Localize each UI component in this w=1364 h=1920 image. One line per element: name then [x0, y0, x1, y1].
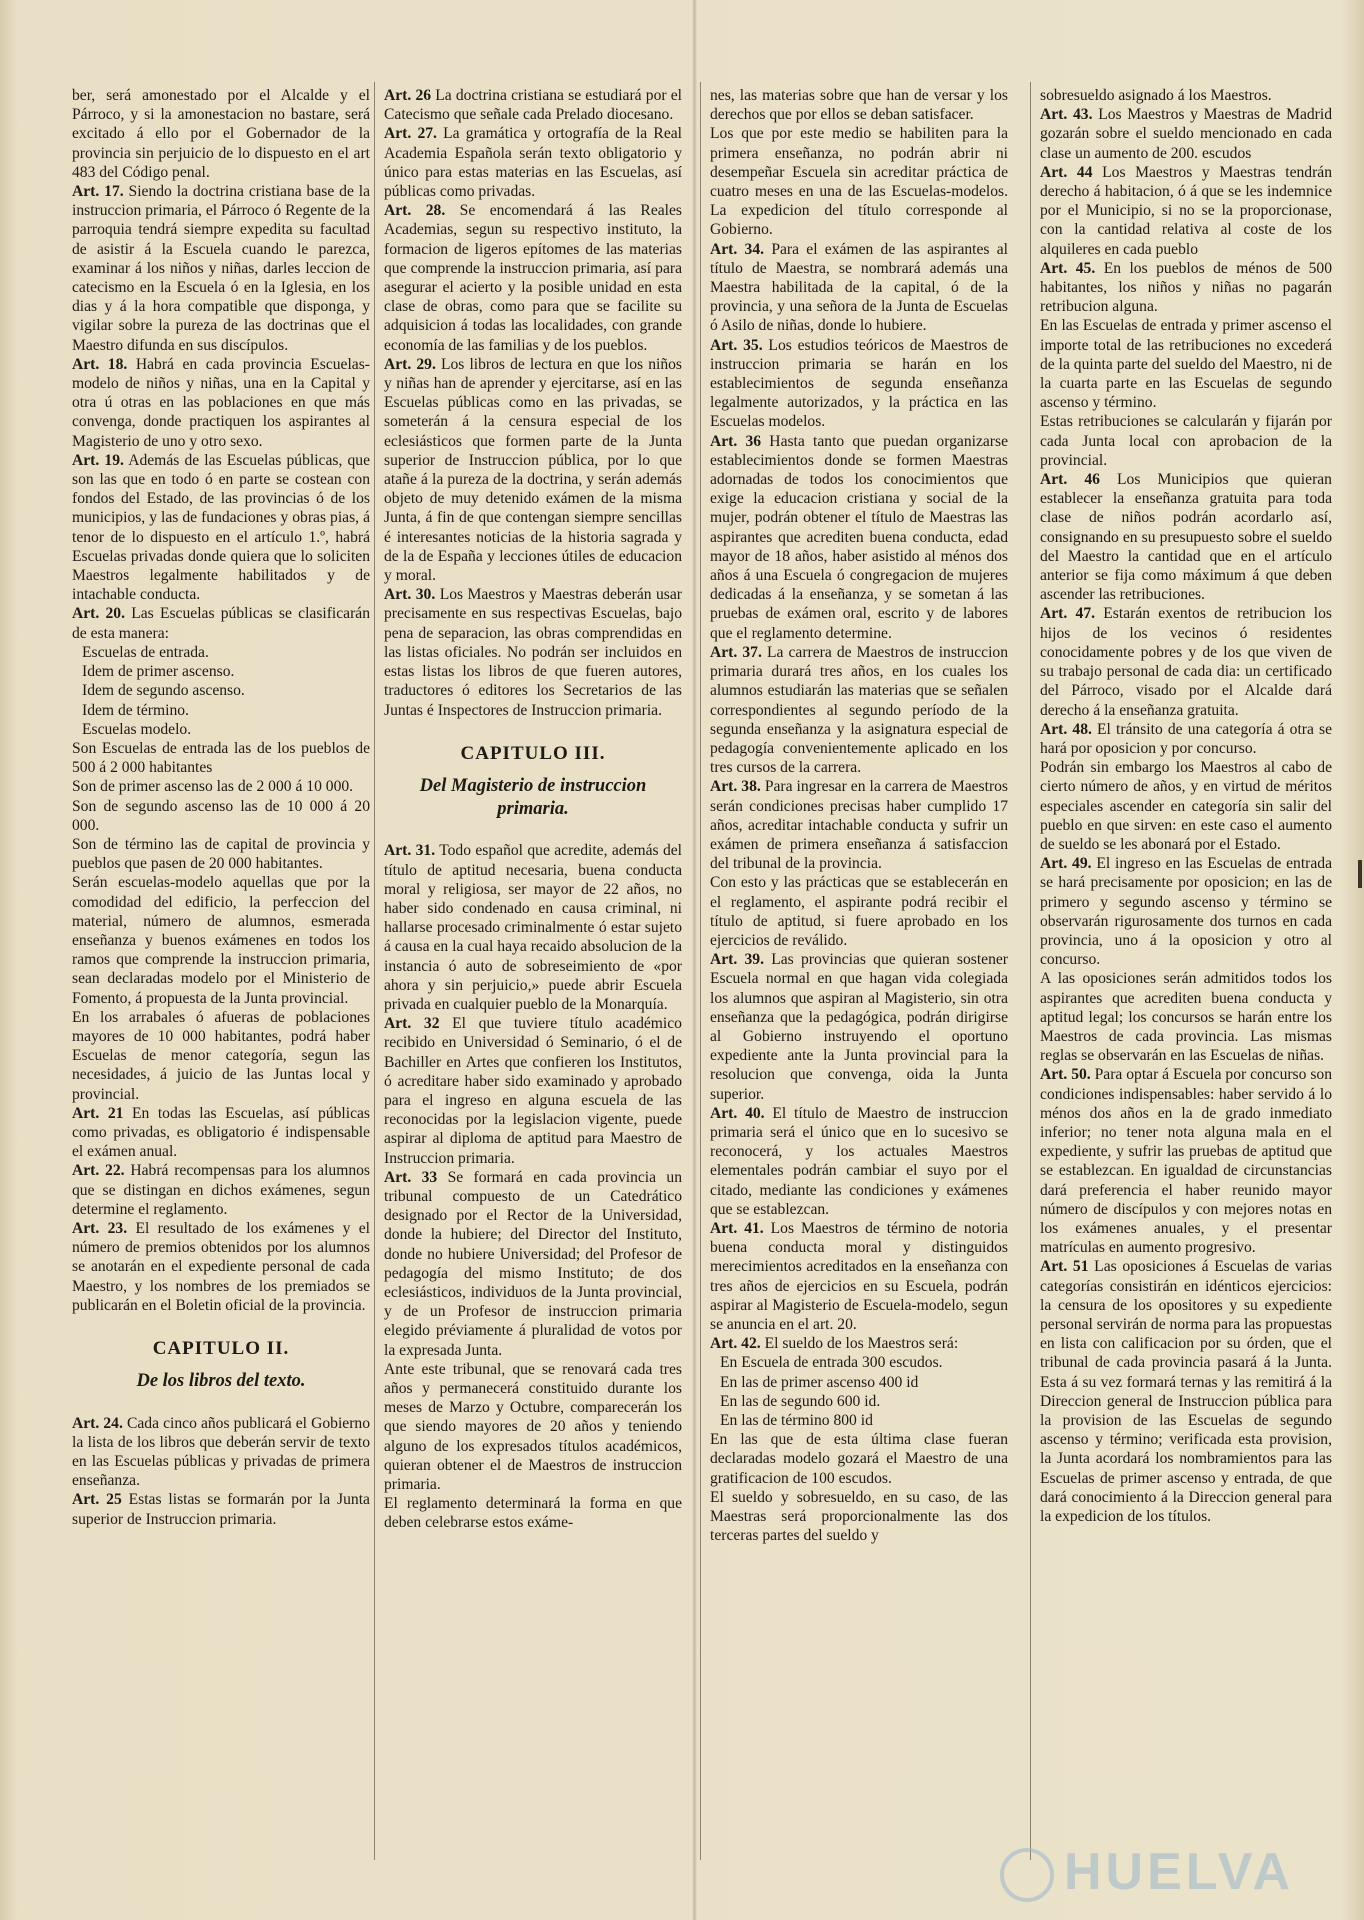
paragraph: Art. 45. En los pueblos de ménos de 500 habitantes, los niños y niñas no pagarán retribucion alguna. — [1040, 259, 1333, 316]
paragraph: Son Escuelas de entrada las de los pueblos de 500 á 2 000 habitantes — [72, 739, 370, 777]
paragraph: Art. 38. Para ingresar en la carrera de Maestros serán condiciones precisas haber cumplido 17 años, acreditar intachable conducta y sufrir un exámen de primera enseñanza á satisfaccion del tribunal de la provincia. — [710, 778, 1008, 873]
paragraph: Art. 44 Los Maestros y Maestras tendrán derecho á habitacion, ó á que se les indemnice por el Municipio, si no se la proporcionase, con la cantidad relativa al coste de los alquileres en cada pueblo — [1040, 163, 1332, 258]
paragraph: Art. 30. Los Maestros y Maestras deberán usar precisamente en sus respectivas Escuelas, bajo pena de separacion, las obras comprendidas en las listas oficiales. No podrán ser incluidos en estas listas los libros de que fueren autores, traductores ó editores los Secretarios de las Juntas é Inspectores de Instruccion primaria. — [384, 586, 682, 719]
paragraph: Art. 50. Para optar á Escuela por concurso son condiciones indispensables: haber servido á lo ménos dos años en la de grado inmediato inferior; no tener nota alguna mala en el expediente, y sufrir las pruebas de aptitud que se establezcan. En igualdad de circunstancias dará preferencia el haber reunido mayor número de discípulos y con mejores notas en los exámenes anuales, y el presentar matrículas en aumento progresivo. — [1040, 1066, 1332, 1257]
paragraph: Art. 36 Hasta tanto que puedan organizarse establecimientos donde se formen Maestras adornadas de todos los conocimientos que exige la educacion cristiana y social de la mujer, podrán obtener el título de Maestras las aspirantes que acrediten buena conducta, edad mayor de 18 años, haber asistido al ménos dos años á una Escuela ó congregacion de mujeres dedicadas á la enseñanza, y se sometan á las pruebas de exámen oral, escrito y de labores que el reglamento determine. — [710, 432, 1008, 642]
chapter-subtitle: De los libros del texto. — [136, 1371, 306, 1392]
list-item: Idem de segundo ascenso. — [82, 682, 245, 700]
paragraph: Art. 25 Estas listas se formarán por la Junta superior de Instruccion primaria. — [72, 1491, 370, 1528]
chapter-heading: CAPITULO II. — [152, 1338, 290, 1359]
chapter-subtitle: Del Magisterio de instruccion primaria. — [419, 776, 647, 820]
paragraph: A las oposiciones serán admitidos todos los aspirantes que acrediten buena conducta y aptitud legal; los concursos se harán entre los Maestros de cada provincia. Las mismas reglas se observarán en las Escuelas de niñas. — [1040, 970, 1332, 1065]
list-item: Escuelas de entrada. — [82, 643, 209, 661]
paragraph: Art. 24. Cada cinco años publicará el Gobierno la lista de los libros que deberán servir de texto en las Escuelas públicas y privadas de primera enseñanza. — [72, 1414, 370, 1490]
paragraph: Art. 28. Se encomendará á las Reales Academias, segun su respectivo instituto, la formacion de ligeros epítomes de las materias que comprende la instruccion primaria, así para asegurar el acierto y la posible unidad en esta clase de obras, como para que se facilite su adquisicion á todas las localidades, con grande economía de las familias y de los pueblos. — [384, 202, 682, 354]
paragraph: Art. 42. El sueldo de los Maestros será: — [710, 1335, 959, 1353]
paragraph: Art. 26 La doctrina cristiana se estudiará por el Catecismo que señale cada Prelado diocesano. — [384, 87, 682, 124]
paragraph: Art. 21 En todas las Escuelas, así públicas como privadas, es obligatorio é indispensable el exámen anual. — [72, 1104, 370, 1161]
paragraph: Art. 48. El tránsito de una categoría á otra se hará por oposicion y por concurso. — [1040, 720, 1332, 757]
paragraph: Art. 35. Los estudios teóricos de Maestros de instruccion primaria se harán en los establecimientos de segunda enseñanza legalmente autorizados, y la práctica en las Escuelas modelos. — [710, 336, 1008, 431]
paragraph: Art. 20. Las Escuelas públicas se clasificarán de esta manera: — [72, 605, 371, 642]
paragraph: Art. 19. Además de las Escuelas públicas, que son las que en todo ó en parte se costean con fondos del Estado, de las provincias ó de los municipios, y las de fundaciones y obras pias, á tenor de lo dispuesto en el artículo 1.º, habrá Escuelas privadas donde quiera que lo soliciten Maestros legalmente habilitados y de intachable conducta. — [72, 451, 370, 604]
paragraph: Art. 39. Las provincias que quieran sostener Escuela normal en que hagan vida colegiada los alumnos que aspiran al Magisterio, sin otra enseñanza que la pedagógica, podrán dirigirse al Gobierno instruyendo el oportuno expediente ante la Junta provincial para la resolucion que convenga, oida la Junta superior. — [710, 951, 1008, 1103]
paragraph: Art. 51 Las oposiciones á Escuelas de varias categorías consistirán en idénticos ejercicios: la censura de los opositores y su expediente personal servirán de norma para las propuestas en lista con calificacion por su órden, que el tribunal de cada provincia pasará á la Junta. Esta á su vez formará ternas y las remitirá á la Direccion general de Instruccion pública para la provision de las Escuelas de segundo ascenso y término; verificada esta provision, la Junta acordará los nombramientos para las Escuelas de primer ascenso y entrada, de que dará conocimiento á la Direccion general para la expedicion de los títulos. — [1040, 1258, 1332, 1526]
text-column-2 — [384, 86, 682, 1533]
list-item: En las de término 800 id — [720, 1412, 873, 1430]
paragraph: Art. 32 El que tuviere título académico recibido en Universidad ó Seminario, ó el de Bachiller en Artes que confieren los Institutos, ó acreditare haber sido examinado y aprobado para el ingreso en alguna escuela de las reconocidas por la legislacion vigente, puede aspirar al diploma de aptitud para Maestro de Instruccion primaria. — [384, 1015, 682, 1167]
paragraph: Podrán sin embargo los Maestros al cabo de cierto número de años, y en virtud de méritos especiales ascender en categoría sin salir del pueblo en que sirven: en este caso el aumento de sueldo se les abonará por el Estado. — [1040, 759, 1332, 853]
paragraph: Art. 23. El resultado de los exámenes y el número de premios obtenidos por los alumnos se anotarán en el expediente personal de cada Maestro, y los nombres de los premiados se publicarán en el Boletin oficial de la provincia. — [72, 1219, 371, 1314]
list-item: Escuelas modelo. — [82, 720, 192, 738]
paragraph: Art. 33 Se formará en cada provincia un tribunal compuesto de un Catedrático designado por el Rector de la Universidad, donde la hubiere; del Director del Instituto, donde no hubiere Universidad; del Profesor de pedagogía del mismo Instituto; de dos eclesiásticos, individuos de la Junta provincial, y de un Profesor de instruccion primaria elegido préviamente á pluralidad de votos por la expresada Junta. — [384, 1168, 682, 1359]
paragraph: En las Escuelas de entrada y primer ascenso el importe total de las retribuciones no excederá de la quinta parte del sueldo del Maestro, ni de la cuarta parte en las Escuelas de segundo ascenso y término. — [1040, 317, 1332, 412]
paragraph: Art. 49. El ingreso en las Escuelas de entrada se hará precisamente por oposicion; en las de primero y segundo ascenso y término se observarán rigurosamente dos turnos en cada provincia, uno á la oposicion y otro al concurso. — [1040, 855, 1333, 969]
paragraph: Art. 46 Los Municipios que quieran establecer la enseñanza gratuita para toda clase de niños podrán acordarlo así, consignando en su presupuesto sobre el sueldo del Maestro la cantidad que en el artículo anterior se fija como máximum á que deben ascender las retribuciones. — [1040, 471, 1332, 604]
paragraph: Son de segundo ascenso las de 10 000 á 20 000. — [72, 797, 370, 834]
paragraph: sobresueldo asignado á los Maestros. — [1040, 87, 1272, 104]
paragraph: Art. 31. Todo español que acredite, además del título de aptitud necesaria, buena conducta moral y religiosa, ser mayor de 22 años, no haber sido condenado en causa criminal, ni hallarse procesado criminalmente ó estar sujeto á causa en la cual haya recaido absolucion de la instancia ó auto de sobreseimiento de «por ahora y sin perjuicio,» puede abrir Escuela privada en cualquier pueblo de la Monarquía. — [384, 842, 682, 1013]
list-item: Idem de primer ascenso. — [82, 663, 235, 681]
text-column-4 — [1040, 86, 1332, 1526]
paragraph: El reglamento determinará la forma en que deben celebrarse estos exáme- — [384, 1495, 682, 1532]
paragraph: Art. 22. Habrá recompensas para los alumnos que se distingan en dichos exámenes, segun determine el reglamento. — [72, 1162, 370, 1218]
list-item: En Escuela de entrada 300 escudos. — [720, 1354, 943, 1372]
paragraph: Con esto y las prácticas que se establecerán en el reglamento, el aspirante podrá recibir el título de aptitud, si fuere aprobado en los ejercicios de reválido. — [710, 874, 1008, 949]
paragraph: Serán escuelas-modelo aquellas que por la comodidad del edificio, la perfeccion del material, número de alumnos, esmerada enseñanza y buenos exámenes en todos los ramos que comprende la instruccion primaria, sean declaradas modelo por el Ministerio de Fomento, á propuesta de la Junta provincial. — [72, 874, 370, 1007]
list-item: En las de segundo 600 id. — [720, 1392, 881, 1410]
paragraph: Art. 27. La gramática y ortografía de la Real Academia Española serán texto obligatorio y único para estas materias en las Escuelas, así públicas como privadas. — [384, 125, 682, 201]
list-item: En las de primer ascenso 400 id — [720, 1373, 919, 1391]
paragraph: Art. 41. Los Maestros de término de notoria buena conducta moral y distinguidos merecimientos acreditados en la enseñanza con tres años de ejercicios en su Escuela, podrán aspirar al Magisterio de Escuela-modelo, segun se anuncia en el art. 20. — [710, 1219, 1008, 1333]
paragraph: Art. 47. Estarán exentos de retribucion los hijos de los vecinos ó residentes conocidamente pobres y de los que viven de su trabajo personal de cada dia: un certificado del Párroco, visado por el Alcalde dará derecho á la enseñanza gratuita. — [1040, 605, 1333, 719]
paragraph: Estas retribuciones se calcularán y fijarán por cada Junta local con aprobacion de la provincial. — [1040, 413, 1332, 469]
archive-logo-icon — [1000, 1848, 1054, 1902]
paragraph: ber, será amonestado por el Alcalde y el Párroco, y si la amonestacion no bastare, será excitado á ello por el Gobernador de la provincia sin perjuicio de lo dispuesto en el art 483 del Código penal. — [72, 87, 370, 181]
paragraph: nes, las materias sobre que han de versar y los derechos que por ellos se deban satisfacer. — [710, 87, 1008, 124]
archive-watermark — [1000, 1842, 1300, 1902]
list-item: Idem de término. — [82, 701, 189, 719]
paragraph: Art. 43. Los Maestros y Maestras de Madrid gozarán sobre el sueldo mencionado en cada clase un aumento de 200. escudos — [1040, 106, 1332, 162]
paragraph: Ante este tribunal, que se renovará cada tres años y permanecerá constituido durante los meses de Marzo y Octubre, comparecerán los que siendo mayores de 20 años y teniendo alguno de los expresados títulos académicos, quieran obtener el de Maestros de instruccion primaria. — [384, 1360, 682, 1494]
paragraph: Art. 40. El título de Maestro de instruccion primaria será el único que en lo sucesivo se reconocerá, y los actuales Maestros elementales podrán cambiar el suyo por el citado, mediante las condiciones y exámenes que se establezcan. — [710, 1104, 1008, 1218]
paragraph: Art. 17. Siendo la doctrina cristiana base de la instruccion primaria, el Párroco ó Regente de la parroquia tendrá siempre expedita su facultad de asistir á la Escuela cuando le parezca, examinar á los niños y niñas, darles leccion de catecismo en la Escuela ó en la Iglesia, en los dias y á la hora compatible que disponga, y vigilar sobre la pureza de las doctrinas que el Maestro difunda en sus discípulos. — [72, 183, 370, 354]
paragraph: Art. 34. Para el exámen de las aspirantes al título de Maestra, se nombrará además una Maestra habilitada de la capital, ó de la provincia, y una señora de la Junta de Escuelas ó Asilo de niñas, donde lo hubiere. — [710, 240, 1009, 335]
edge-mark — [1358, 860, 1362, 888]
paragraph: Los que por este medio se habiliten para la primera enseñanza, no podrán abrir ni desempeñar Escuela sin acreditar práctica de cuatro meses en una de las Escuelas-modelos. La expedicion del título corresponde al Gobierno. — [710, 125, 1008, 239]
paragraph: Son de término las de capital de provincia y pueblos que pasen de 20 000 habitantes. — [72, 835, 370, 873]
paragraph: Art. 18. Habrá en cada provincia Escuelas-modelo de niños y niñas, una en la Capital y otra ú otras en las poblaciones en que más convenga, donde practiquen los aspirantes al Magisterio de uno y otro sexo. — [72, 355, 370, 450]
chapter-heading: CAPITULO III. — [460, 742, 606, 764]
paragraph: Son de primer ascenso las de 2 000 á 10 000. — [72, 778, 354, 796]
text-column-3 — [710, 86, 1008, 1545]
column-rule — [374, 82, 375, 1860]
column-rule — [1030, 82, 1031, 1860]
paragraph: En las que de esta última clase fueran declaradas modelo gozará el Maestro de una gratificacion de 100 escudos. — [710, 1431, 1008, 1487]
paragraph: En los arrabales ó afueras de poblaciones mayores de 10 000 habitantes, podrá haber Escuelas de menor categoría, segun las necesidades, á juicio de las Juntas local y provincial. — [72, 1008, 370, 1103]
paragraph: Art. 37. La carrera de Maestros de instruccion primaria durará tres años, en los cuales los alumnos estudiarán las materias que se señalen correspondientes al segundo período de la segunda enseñanza y la asignatura especial de pedagogía convenientemente aplicado en los tres cursos de la carrera. — [710, 643, 1008, 777]
column-rule — [700, 82, 701, 1860]
text-column-1 — [72, 86, 370, 1529]
paragraph: El sueldo y sobresueldo, en su caso, de las Maestras será proporcionalmente las dos terceras partes del sueldo y — [710, 1488, 1008, 1545]
paragraph: Art. 29. Los libros de lectura en que los niños y niñas han de aprender y ejercitarse, así en las Escuelas públicas como en las privadas, se someterán á la censura especial de los eclesiásticos que formen parte de la Junta superior de Instruccion pública, por lo que atañe á la pureza de la doctrina, y serán además objeto de muy detenido exámen de la misma Junta, á fin de que contengan siempre sencillas é interesantes noticias de la historia sagrada y de la de España y lecciones útiles de educacion y moral. — [384, 355, 682, 585]
paper-fold — [692, 0, 697, 1920]
watermark-text: HUELVA — [1064, 1843, 1295, 1901]
